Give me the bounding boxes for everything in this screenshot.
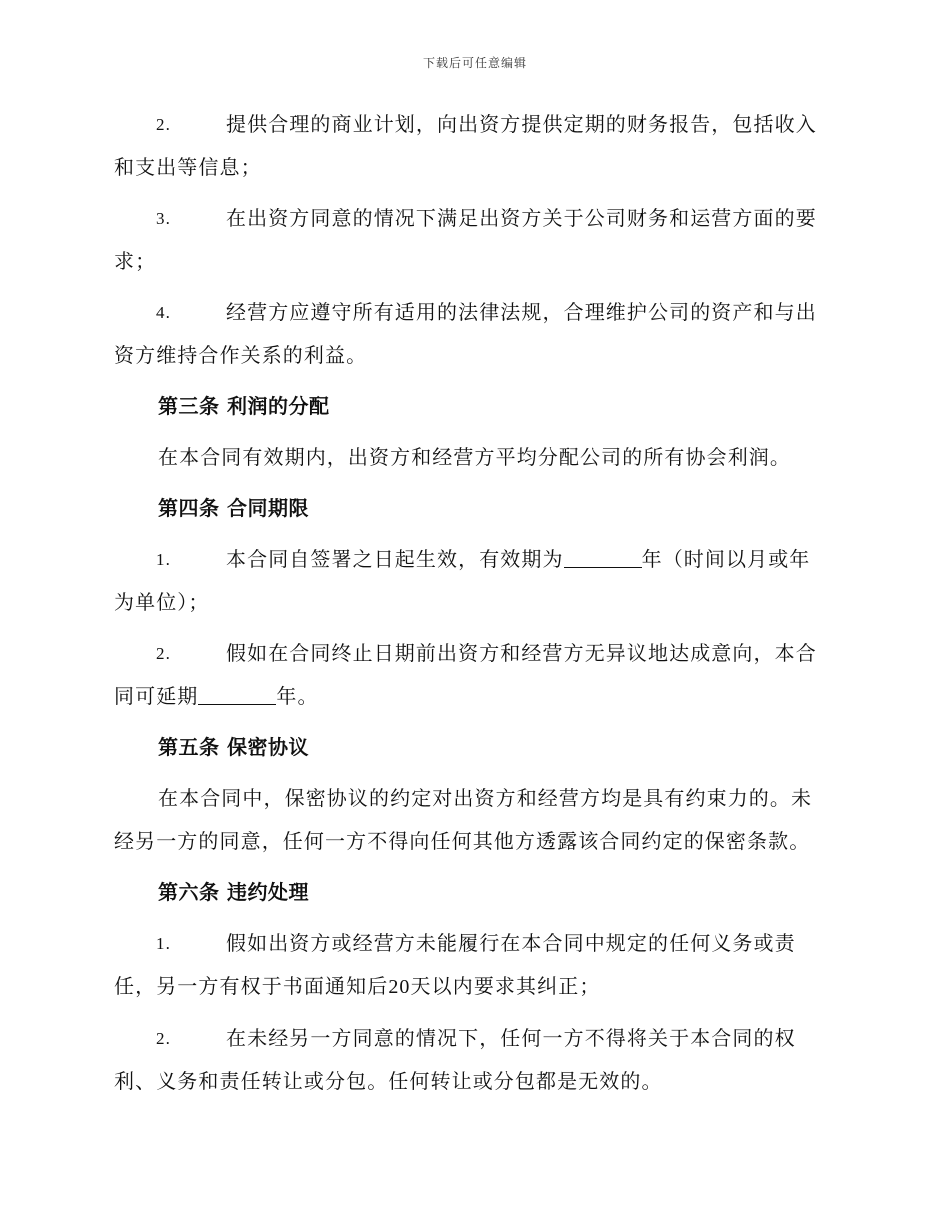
- list-item: [114, 632, 834, 718]
- list-text-line: 为单位）；: [114, 590, 210, 614]
- list-number: 4.: [156, 303, 171, 322]
- list-item: [114, 103, 834, 189]
- fill-in-blank: [198, 684, 276, 705]
- text-fragment: 本合同自签署之日起生效，有效期为: [226, 547, 564, 571]
- paragraph-text: 在本合同有效期内，出资方和经营方平均分配公司的所有协会利润。: [158, 445, 791, 469]
- list-text-line: [114, 965, 834, 1009]
- list-text-line: [114, 675, 834, 718]
- list-number: 2.: [156, 644, 171, 663]
- list-text-line: 提供合理的商业计划，向出资方提供定期的财务报告，包括收入: [226, 112, 817, 136]
- list-item: [114, 922, 834, 1009]
- paragraph-text: 在本合同中，保密协议的约定对出资方和经营方均是具有约束力的。未: [158, 786, 813, 810]
- section-heading: 第五条 保密协议: [158, 735, 309, 759]
- list-text-line: 资方维持合作关系的利益。: [114, 343, 368, 367]
- section-heading: 第六条 违约处理: [158, 880, 309, 904]
- list-number: 3.: [156, 209, 171, 228]
- number-fragment: 20: [388, 976, 411, 998]
- list-text-line: 利、义务和责任转让或分包。任何转让或分包都是无效的。: [114, 1069, 663, 1093]
- paragraph: [114, 777, 834, 863]
- list-item: [114, 538, 834, 624]
- list-text-line: 求；: [114, 249, 157, 273]
- text-fragment: 天以内要求其纠正；: [410, 974, 601, 998]
- list-item: [114, 291, 834, 377]
- section-heading: 第四条 合同期限: [158, 496, 309, 520]
- text-fragment: 任，另一方有权于书面通知后: [114, 974, 389, 998]
- list-text-line: 在未经另一方同意的情况下，任何一方不得将关于本合同的权: [226, 1026, 796, 1050]
- list-text-line: 假如出资方或经营方未能履行在本合同中规定的任何义务或责: [226, 931, 796, 955]
- fill-in-blank: [564, 547, 642, 568]
- list-text-line: 经营方应遵守所有适用的法律法规，合理维护公司的资产和与出: [226, 300, 817, 324]
- list-number: 2.: [156, 115, 171, 134]
- text-fragment: 年（时间以月或年: [641, 547, 811, 571]
- list-text-line: 假如在合同终止日期前出资方和经营方无异议地达成意向，本合: [226, 641, 817, 665]
- list-text-line: 在出资方同意的情况下满足出资方关于公司财务和运营方面的要: [226, 206, 817, 230]
- text-fragment: 年。: [276, 684, 319, 708]
- document-body: [114, 103, 834, 1111]
- list-text-line: [114, 538, 834, 581]
- page-header: 下载后可任意编辑: [422, 56, 527, 70]
- list-number: 1.: [156, 934, 171, 953]
- list-number: 2.: [156, 1029, 171, 1048]
- paragraph-text: 经另一方的同意，任何一方不得向任何其他方透露该合同约定的保密条款。: [114, 829, 811, 853]
- section-heading: 第三条 利润的分配: [158, 394, 330, 418]
- list-item: [114, 1017, 834, 1103]
- paragraph: [114, 436, 834, 479]
- list-item: [114, 197, 834, 283]
- list-number: 1.: [156, 550, 171, 569]
- text-fragment: 同可延期: [114, 684, 199, 708]
- list-text-line: 和支出等信息；: [114, 155, 262, 179]
